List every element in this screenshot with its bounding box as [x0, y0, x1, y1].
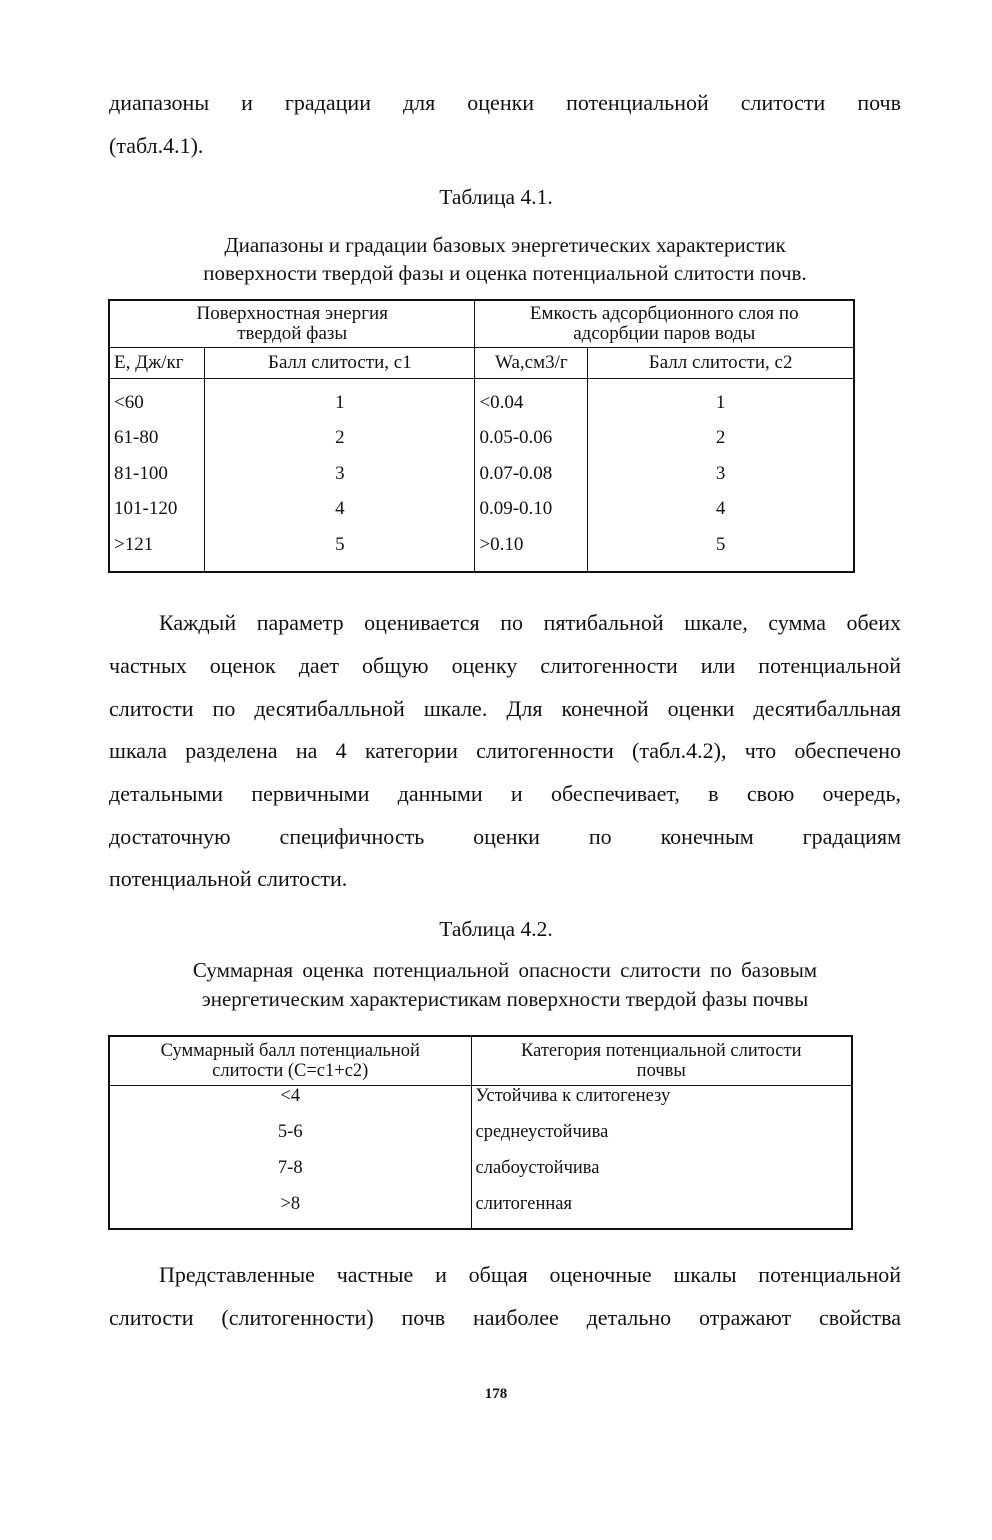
- table2-cell-category: среднеустойчива: [471, 1114, 852, 1150]
- paragraph1-line-4: шкала разделена на 4 категории слитогенности (табл.4.2), что обеспечено: [109, 738, 901, 763]
- table1-col-c2: Балл слитости, с2: [588, 348, 854, 379]
- table1-cell-c1: 5: [205, 527, 475, 572]
- table-row: [109, 492, 854, 528]
- page-number: 178: [484, 1386, 508, 1402]
- table2-head1-line-2: слитости (С=с1+с2): [212, 1061, 369, 1081]
- table1-cell-c2: 4: [588, 492, 854, 528]
- table1-group-header-row: [109, 300, 854, 348]
- table1-cell-wa: >0.10: [475, 527, 588, 572]
- paragraph1-line-3: слитости по десятибалльной шкале. Для конечной оценки десятибалльная: [109, 696, 901, 721]
- table2-head2-line-1: Категория потенциальной слитости: [521, 1041, 802, 1061]
- table1-group-surface-energy: [109, 300, 475, 348]
- table-row: [109, 1086, 852, 1115]
- table1-col-c1: Балл слитости, с1: [205, 348, 475, 379]
- table-4-2: [108, 1035, 853, 1230]
- table1-group2-line-1: Емкость адсорбционного слоя по: [529, 303, 799, 324]
- paragraph2-line-1: Представленные частные и общая оценочные шкалы потенциальной: [159, 1262, 901, 1287]
- table1-cell-c1: 4: [205, 492, 475, 528]
- table1-group1-line-2: твердой фазы: [237, 323, 348, 344]
- table1-cell-c2: 5: [588, 527, 854, 572]
- table1-cell-wa: <0.04: [475, 379, 588, 421]
- paragraph1-line-2: частных оценок дает общую оценку слитогенности или потенциальной: [109, 653, 901, 678]
- table2-col-sum: [109, 1036, 471, 1086]
- intro-line-2: (табл.4.1).: [109, 133, 204, 158]
- table2-label: Таблица 4.2.: [439, 917, 553, 941]
- table2-cell-sum: 7-8: [109, 1150, 471, 1186]
- table1-cell-c2: 3: [588, 456, 854, 492]
- table2-caption-line-2: энергетическим характеристикам поверхности твердой фазы почвы: [201, 987, 809, 1011]
- table2-cell-sum: >8: [109, 1186, 471, 1229]
- table1-cell-e: 81-100: [109, 456, 205, 492]
- table1-caption-line-2: поверхности твердой фазы и оценка потенциальной слитости почв.: [203, 261, 807, 285]
- table1-col-wa: Wa,см3/г: [475, 348, 588, 379]
- table1-cell-e: <60: [109, 379, 205, 421]
- table1-cell-e: >121: [109, 527, 205, 572]
- table1-cell-wa: 0.07-0.08: [475, 456, 588, 492]
- table2-cell-category: слабоустойчива: [471, 1150, 852, 1186]
- table2-caption-line-1: Суммарная оценка потенциальной опасности слитости по базовым: [192, 958, 818, 982]
- table2-col-category: [471, 1036, 852, 1086]
- paragraph1-line-7: потенциальной слитости.: [109, 866, 348, 891]
- table-row: [109, 1114, 852, 1150]
- table2-cell-sum: <4: [109, 1086, 471, 1115]
- table-4-1: [108, 299, 855, 573]
- table1-cell-e: 61-80: [109, 421, 205, 457]
- table2-cell-sum: 5-6: [109, 1114, 471, 1150]
- table2-cell-category: слитогенная: [471, 1186, 852, 1229]
- table1-caption-line-1: Диапазоны и градации базовых энергетических характеристик: [224, 233, 786, 257]
- table1-cell-c2: 2: [588, 421, 854, 457]
- table1-group2-line-2: адсорбции паров воды: [573, 323, 756, 344]
- paragraph1-line-6: достаточную специфичность оценки по конечным градациям: [109, 824, 901, 849]
- table2-head2-line-2: почвы: [636, 1061, 686, 1081]
- table1-cell-e: 101-120: [109, 492, 205, 528]
- table-row: [109, 379, 854, 421]
- table1-cell-c1: 2: [205, 421, 475, 457]
- table2-header-row: [109, 1036, 852, 1086]
- table-row: [109, 421, 854, 457]
- table1-cell-c1: 1: [205, 379, 475, 421]
- table1-cell-c1: 3: [205, 456, 475, 492]
- table1-subheader-row: [109, 348, 854, 379]
- table2-cell-category: Устойчива к слитогенезу: [471, 1086, 852, 1115]
- table-row: [109, 1150, 852, 1186]
- table1-cell-wa: 0.05-0.06: [475, 421, 588, 457]
- paragraph1-line-5: детальными первичными данными и обеспечивает, в свою очередь,: [109, 781, 901, 806]
- table-row: [109, 527, 854, 572]
- table1-group-adsorption-capacity: [475, 300, 854, 348]
- table-row: [109, 1186, 852, 1229]
- table2-head1-line-1: Суммарный балл потенциальной: [160, 1041, 420, 1061]
- intro-line-1: диапазоны и градации для оценки потенциальной слитости почв: [109, 90, 901, 115]
- table1-col-e: Е, Дж/кг: [109, 348, 205, 379]
- table1-cell-c2: 1: [588, 379, 854, 421]
- table1-group1-line-1: Поверхностная энергия: [196, 303, 388, 324]
- paragraph1-line-1: Каждый параметр оценивается по пятибальной шкале, сумма обеих: [159, 610, 901, 635]
- table-row: [109, 456, 854, 492]
- table1-cell-wa: 0.09-0.10: [475, 492, 588, 528]
- paragraph2-line-2: слитости (слитогенности) почв наиболее детально отражают свойства: [109, 1305, 901, 1330]
- table1-label: Таблица 4.1.: [439, 185, 553, 209]
